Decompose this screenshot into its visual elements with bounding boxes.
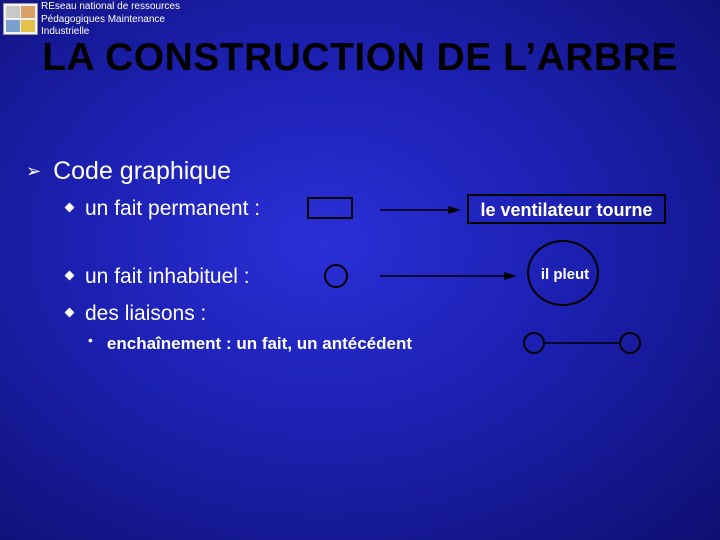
slide-title: LA CONSTRUCTION DE L’ARBRE [42,36,678,79]
header-line: Pédagogiques Maintenance [41,13,165,25]
header-line: REseau national de ressources [41,1,180,12]
list-item-label: des liaisons : [85,302,207,325]
arrow-head [449,207,458,213]
list-item-label: un fait inhabituel : [85,265,250,288]
sub-list-item-label: enchaînement : un fait, un antécédent [106,334,413,353]
main-bullet-label: Code graphique [53,157,232,185]
arrow-bullet-icon: ➢ [26,161,42,181]
header-line: Industrielle [41,26,90,37]
dot-bullet-icon: • [88,332,93,348]
permanent-fact-example: le ventilateur tourne [467,194,666,224]
arrow-head [505,273,514,279]
unusual-fact-example: il pleut [540,266,590,283]
list-item-label: un fait permanent : [85,197,261,220]
